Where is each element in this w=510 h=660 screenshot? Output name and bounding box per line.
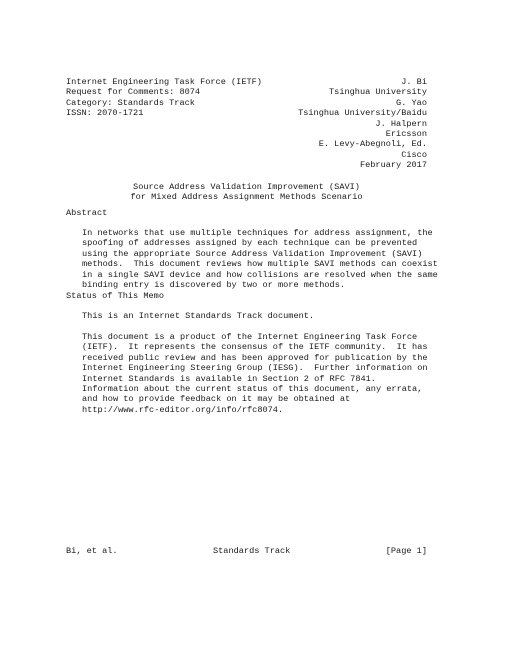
header-right: Tsinghua University bbox=[329, 87, 427, 98]
text-line: Information about the current status of this document, any errata, bbox=[82, 384, 423, 394]
title-line-1: Source Address Validation Improvement (SAVI) bbox=[133, 182, 360, 192]
status-paragraph-1 bbox=[82, 311, 427, 321]
header-row bbox=[66, 77, 427, 87]
title-line-2: for Mixed Address Assignment Methods Scenario bbox=[130, 192, 363, 203]
header-row bbox=[66, 160, 427, 170]
text-line: methods. This document reviews how multiple SAVI methods can coexist bbox=[82, 259, 438, 270]
header-left: Internet Engineering Task Force (IETF) bbox=[66, 77, 262, 87]
text-line: using the appropriate Source Address Validation Improvement (SAVI) bbox=[82, 248, 423, 259]
header-row bbox=[66, 98, 427, 108]
header-right: J. Bi bbox=[401, 77, 427, 87]
text-line: This is an Internet Standards Track document. bbox=[82, 311, 315, 321]
header-row bbox=[66, 119, 427, 129]
text-line: in a single SAVI device and how collisions are resolved when the same bbox=[82, 269, 438, 280]
header-row bbox=[66, 108, 427, 118]
url-line: http://www.rfc-editor.org/info/rfc8074. bbox=[82, 404, 284, 415]
header-row bbox=[66, 87, 427, 97]
footer-page-number: [Page 1] bbox=[385, 546, 427, 556]
footer-category: Standards Track bbox=[212, 546, 291, 556]
text-line: (IETF). It represents the consensus of the IETF community. It has bbox=[82, 342, 428, 353]
text-line: spoofing of addresses assigned by each technique can be prevented bbox=[82, 238, 418, 249]
header-row bbox=[66, 139, 427, 149]
header-right: J. Halpern bbox=[375, 118, 427, 129]
document-header bbox=[66, 77, 427, 171]
abstract-heading: Abstract bbox=[66, 208, 108, 218]
text-line: This document is a product of the Internet Engineering Task Force bbox=[82, 332, 418, 342]
header-left: ISSN: 2070-1721 bbox=[66, 108, 144, 119]
status-heading: Status of This Memo bbox=[66, 291, 164, 301]
document-title bbox=[66, 182, 427, 203]
header-right: E. Levy-Abegnoli, Ed. bbox=[318, 139, 427, 150]
footer-authors: Bi, et al. bbox=[66, 546, 118, 556]
header-right: Tsinghua University/Baidu bbox=[298, 108, 427, 119]
header-right: Cisco bbox=[401, 149, 427, 160]
abstract-paragraph bbox=[82, 228, 438, 290]
header-row bbox=[66, 129, 427, 139]
text-line: Internet Engineering Steering Group (IESG). Further information on bbox=[82, 363, 428, 374]
header-row bbox=[66, 150, 427, 160]
header-left: Request for Comments: 8074 bbox=[66, 87, 201, 98]
status-paragraph-3 bbox=[82, 384, 427, 415]
text-line: In networks that use multiple techniques for address assignment, the bbox=[82, 228, 433, 238]
text-line: Internet Standards is available in Section 2 of RFC 7841. bbox=[82, 373, 376, 384]
header-date: February 2017 bbox=[359, 160, 427, 171]
page-footer bbox=[66, 546, 427, 556]
text-line: binding entry is discovered by two or more methods. bbox=[82, 279, 346, 290]
header-right: Ericsson bbox=[385, 128, 427, 139]
header-right: G. Yao bbox=[396, 97, 427, 108]
status-paragraph-2 bbox=[82, 332, 427, 384]
text-line: received public review and has been approved for publication by the bbox=[82, 352, 428, 363]
header-left: Category: Standards Track bbox=[66, 97, 195, 108]
text-line: and how to provide feedback on it may be obtained at bbox=[82, 394, 351, 405]
